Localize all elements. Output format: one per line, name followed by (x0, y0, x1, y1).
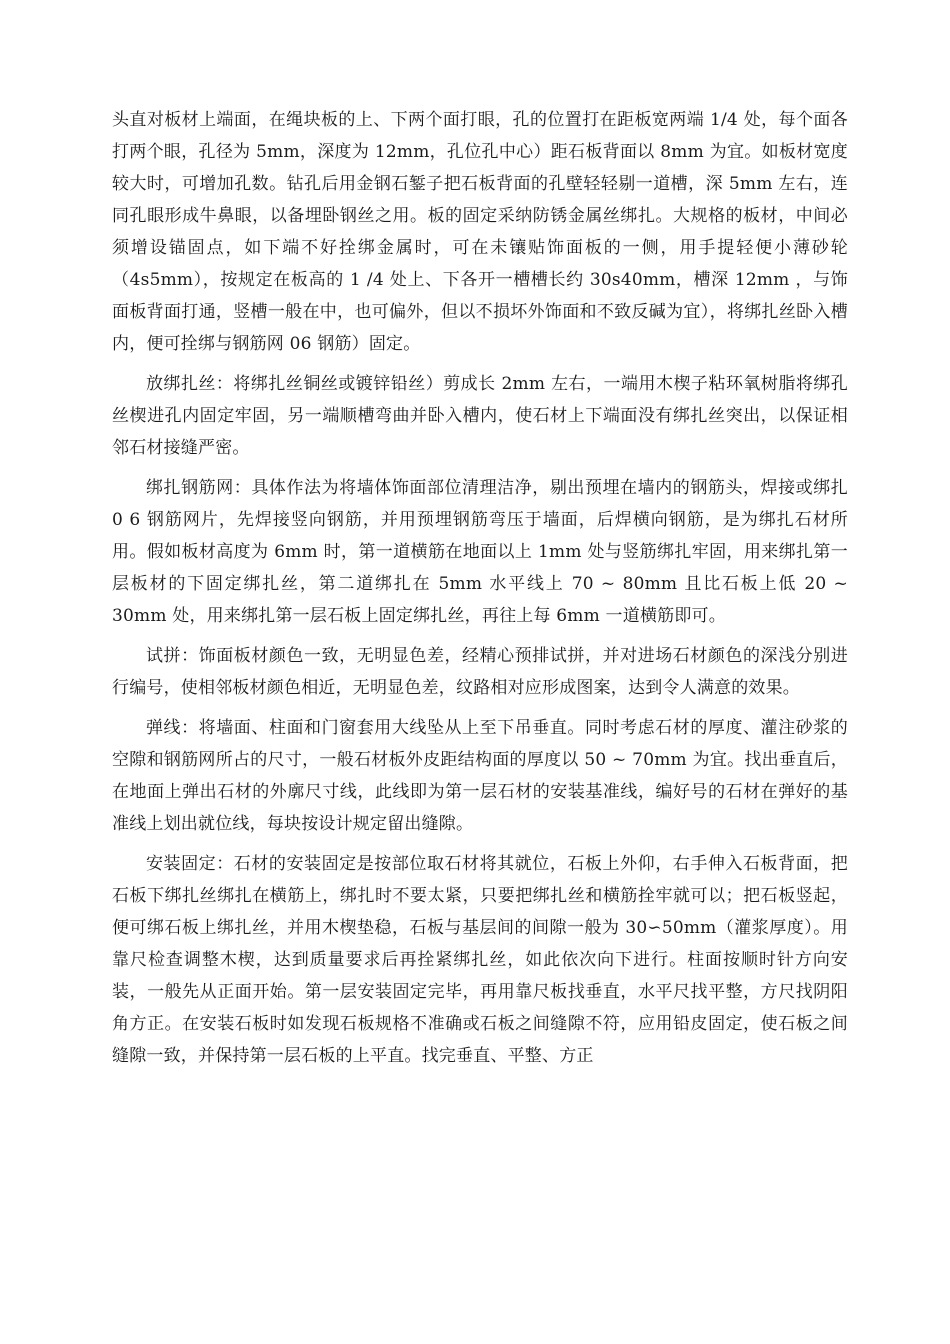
paragraph-installation: 安装固定：石材的安装固定是按部位取石材将其就位，石板上外仰，右手伸入石板背面，把石板下绑扎丝绑扎在横筋上，绑扎时不要太紧，只要把绑扎丝和横筋拴牢就可以；把石板竖起，便可绑石板上绑扎丝，并用木楔垫稳，石板与基层间的间隙一般为 30∽50mm（灌浆厚度）。用靠尺检查调整木楔，达到质量要求后再拴紧绑扎丝，如此依次向下进行。柱面按顺时针方向安装，一般先从正面开始。第一层安装固定完毕，再用靠尺板找垂直，水平尺找平整，方尺找阴阳角方正。在安装石板时如发现石板规格不准确或石板之间缝隙不符，应用铅皮固定，使石板之间缝隙一致，并保持第一层石板的上平直。找完垂直、平整、方正 (112, 854, 848, 1066)
paragraph-continued-drilling: 头直对板材上端面，在绳块板的上、下两个面打眼，孔的位置打在距板宽两端 1/4 处，每个面各打两个眼，孔径为 5mm，深度为 12mm，孔位孔中心）距石板背面以 8mm 为宜。如板材宽度较大时，可增加孔数。钻孔后用金钢石錾子把石板背面的孔壁轻轻剔一道槽，深 5mm 左右，连同孔眼形成牛鼻眼，以备埋卧钢丝之用。板的固定采纳防锈金属丝绑扎。大规格的板材，中间必须增设锚固点，如下端不好拴绑金属时，可在未镶贴饰面板的一侧，用手提轻便小薄砂轮（4s5mm），按规定在板高的 1 /4 处上、下各开一槽槽长约 30s40mm，槽深 12mm ，与饰面板背面打通，竖槽一般在中，也可偏外，但以不损坏外饰面和不致反碱为宜），将绑扎丝卧入槽内，便可拴绑与钢筋网 06 钢筋）固定。 (112, 110, 848, 354)
paragraph-snap-line: 弹线：将墙面、柱面和门窗套用大线坠从上至下吊垂直。同时考虑石材的厚度、灌注砂浆的空隙和钢筋网所占的尺寸，一般石材板外皮距结构面的厚度以 50 ~ 70mm 为宜。找出垂直后，在地面上弹出石材的外廓尺寸线，此线即为第一层石材的安装基准线，编好号的石材在弹好的基准线上划出就位线，每块按设计规定留出缝隙。 (112, 718, 848, 834)
paragraph-trial-fit: 试拼：饰面板材颜色一致，无明显色差，经精心预排试拼，并对进场石材颜色的深浅分别进行编号，使相邻板材颜色相近，无明显色差，纹路相对应形成图案，达到令人满意的效果。 (112, 646, 848, 698)
paragraph-binding-wire: 放绑扎丝：将绑扎丝铜丝或镀锌铅丝）剪成长 2mm 左右，一端用木楔子粘环氧树脂将绑孔丝楔进孔内固定牢固，另一端顺槽弯曲并卧入槽内，使石材上下端面没有绑扎丝突出，以保证相邻石材接缝严密。 (112, 374, 848, 458)
paragraph-rebar-mesh: 绑扎钢筋网：具体作法为将墙体饰面部位清理洁净，剔出预埋在墙内的钢筋头，焊接或绑扎 0 6 钢筋网片，先焊接竖向钢筋，并用预埋钢筋弯压于墙面，后焊横向钢筋，是为绑扎石材所用。假如板材高度为 6mm 时，第一道横筋在地面以上 1mm 处与竖筋绑扎牢固，用来绑扎第一层板材的下固定绑扎丝，第二道绑扎在 5mm 水平线上 70 ~ 80mm 且比石板上低 20 ~ 30mm 处，用来绑扎第一层石板上固定绑扎丝，再往上每 6mm 一道横筋即可。 (112, 478, 848, 626)
document-body (112, 104, 848, 1080)
